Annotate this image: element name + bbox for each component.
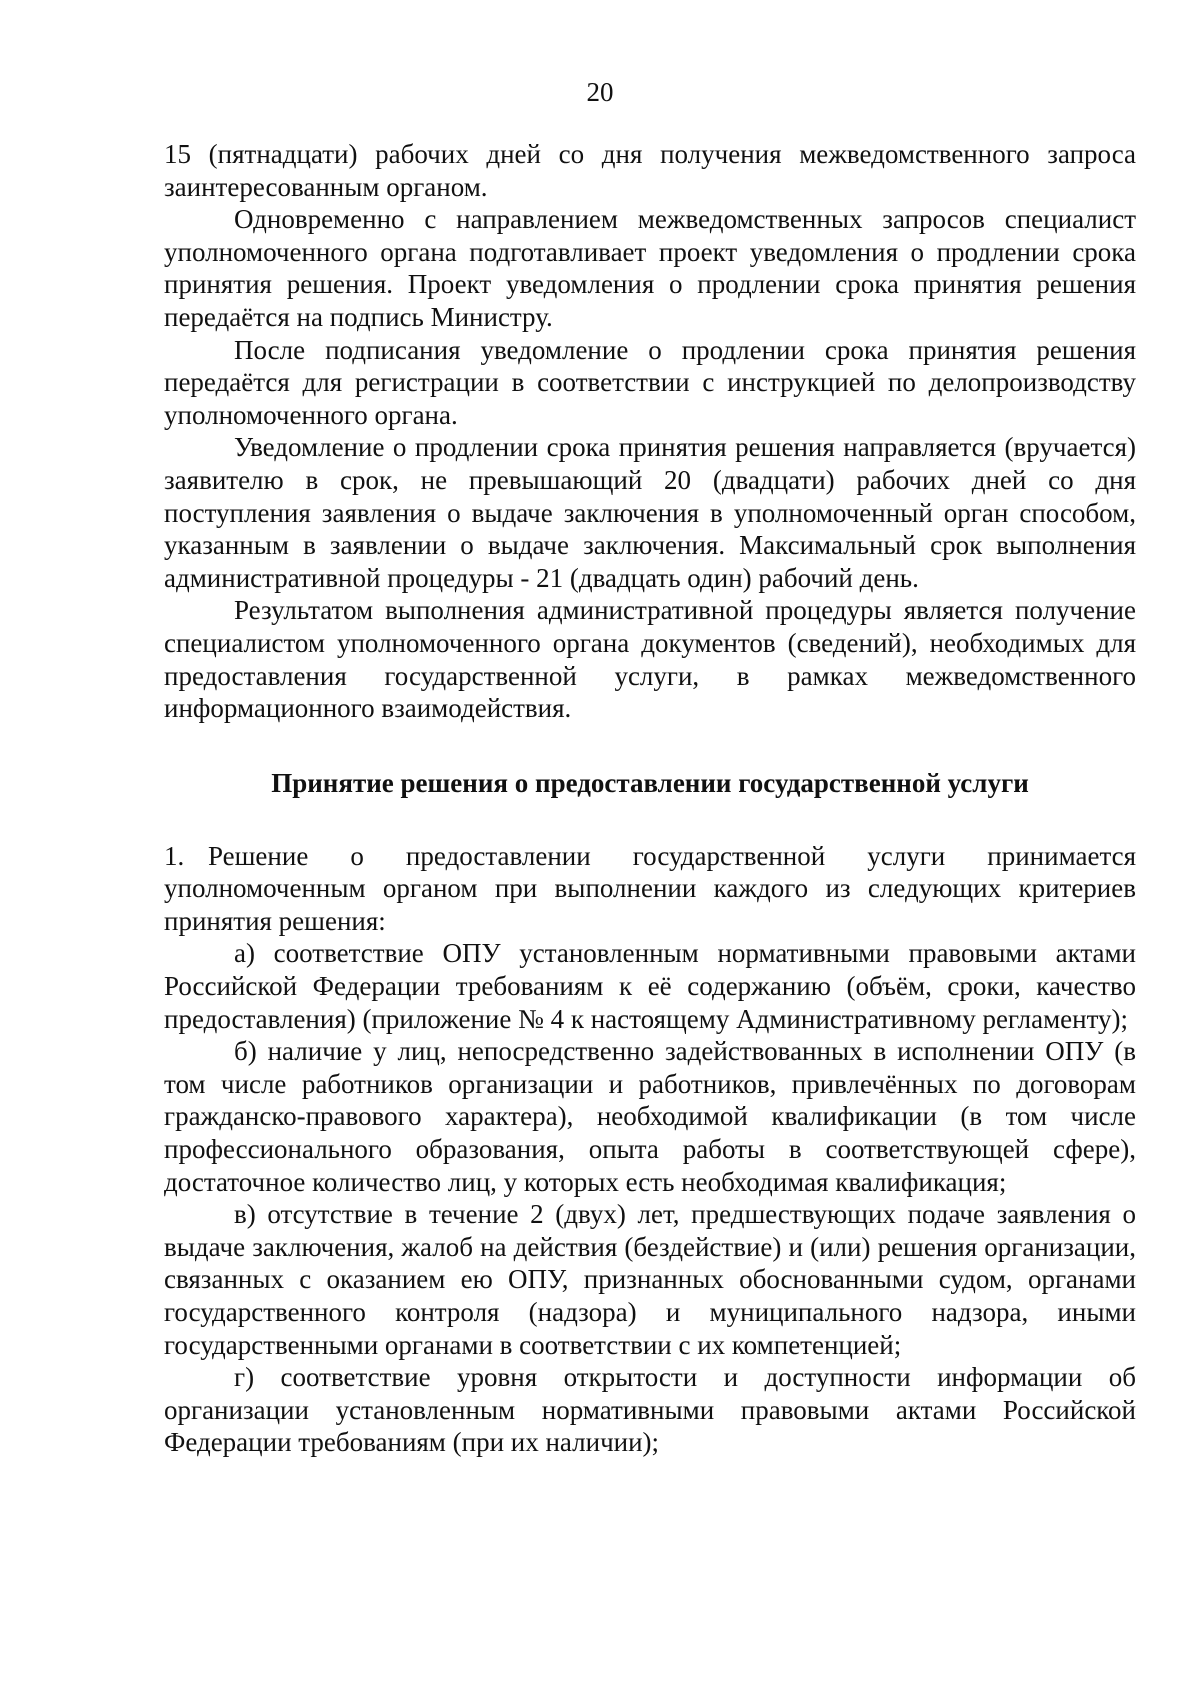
criterion-paragraph: б) наличие у лиц, непосредственно задействованных в исполнении ОПУ (в том числе работников организации и работников, привлечённых по договорам гражданско-правового характера), необходимой квалификации (в том числе профессионального образования, опыта работы в соответствующей сфере), достаточное количество лиц, у которых есть необходимая квалификация; <box>164 1036 1136 1197</box>
criterion-paragraph: в) отсутствие в течение 2 (двух) лет, предшествующих подаче заявления о выдаче заключения, жалоб на действия (бездействие) и (или) решения организации, связанных с оказанием ею ОПУ, признанных обоснованными судом, органами государственного контроля (надзора) и муниципального надзора, иными государственными органами в соответствии с их компетенцией; <box>164 1199 1136 1360</box>
document-body <box>164 138 1136 1459</box>
numbered-item <box>164 840 1136 938</box>
paragraph: Результатом выполнения административной процедуры является получение специалистом уполномоченного органа документов (сведений), необходимых для предоставления государственной услуги, в рамках межведомственного информационного взаимодействия. <box>164 595 1136 724</box>
paragraph: После подписания уведомление о продлении срока принятия решения передаётся для регистрации в соответствии с инструкцией по делопроизводству уполномоченного органа. <box>164 334 1136 430</box>
page-number: 20 <box>586 77 614 107</box>
paragraph: Одновременно с направлением межведомственных запросов специалист уполномоченного органа подготавливает проект уведомления о продлении срока принятия решения. Проект уведомления о продлении срока принятия решения передаётся на подпись Министру. <box>164 204 1136 332</box>
item-text: Решение о предоставлении государственной услуги принимается уполномоченным органом при выполнении каждого из следующих критериев принятия решения: <box>164 840 1136 936</box>
paragraph: Уведомление о продлении срока принятия решения направляется (вручается) заявителю в срок, не превышающий 20 (двадцати) рабочих дней со дня поступления заявления о выдаче заключения в уполномоченный орган способом, указанным в заявлении о выдаче заключения. Максимальный срок выполнения административной процедуры - 21 (двадцать один) рабочий день. <box>164 432 1136 593</box>
paragraph: 15 (пятнадцати) рабочих дней со дня получения межведомственного запроса заинтересованным органом. <box>164 139 1136 202</box>
section-heading: Принятие решения о предоставлении государственной услуги <box>271 767 1029 798</box>
item-number: 1. <box>164 840 185 871</box>
criterion-paragraph: а) соответствие ОПУ установленным нормативными правовыми актами Российской Федерации требованиям к её содержанию (объём, сроки, качество предоставления) (приложение № 4 к настоящему Административному регламенту); <box>164 938 1136 1034</box>
criterion-paragraph: г) соответствие уровня открытости и доступности информации об организации установленным нормативными правовыми актами Российской Федерации требованиям (при их наличии); <box>164 1362 1136 1458</box>
